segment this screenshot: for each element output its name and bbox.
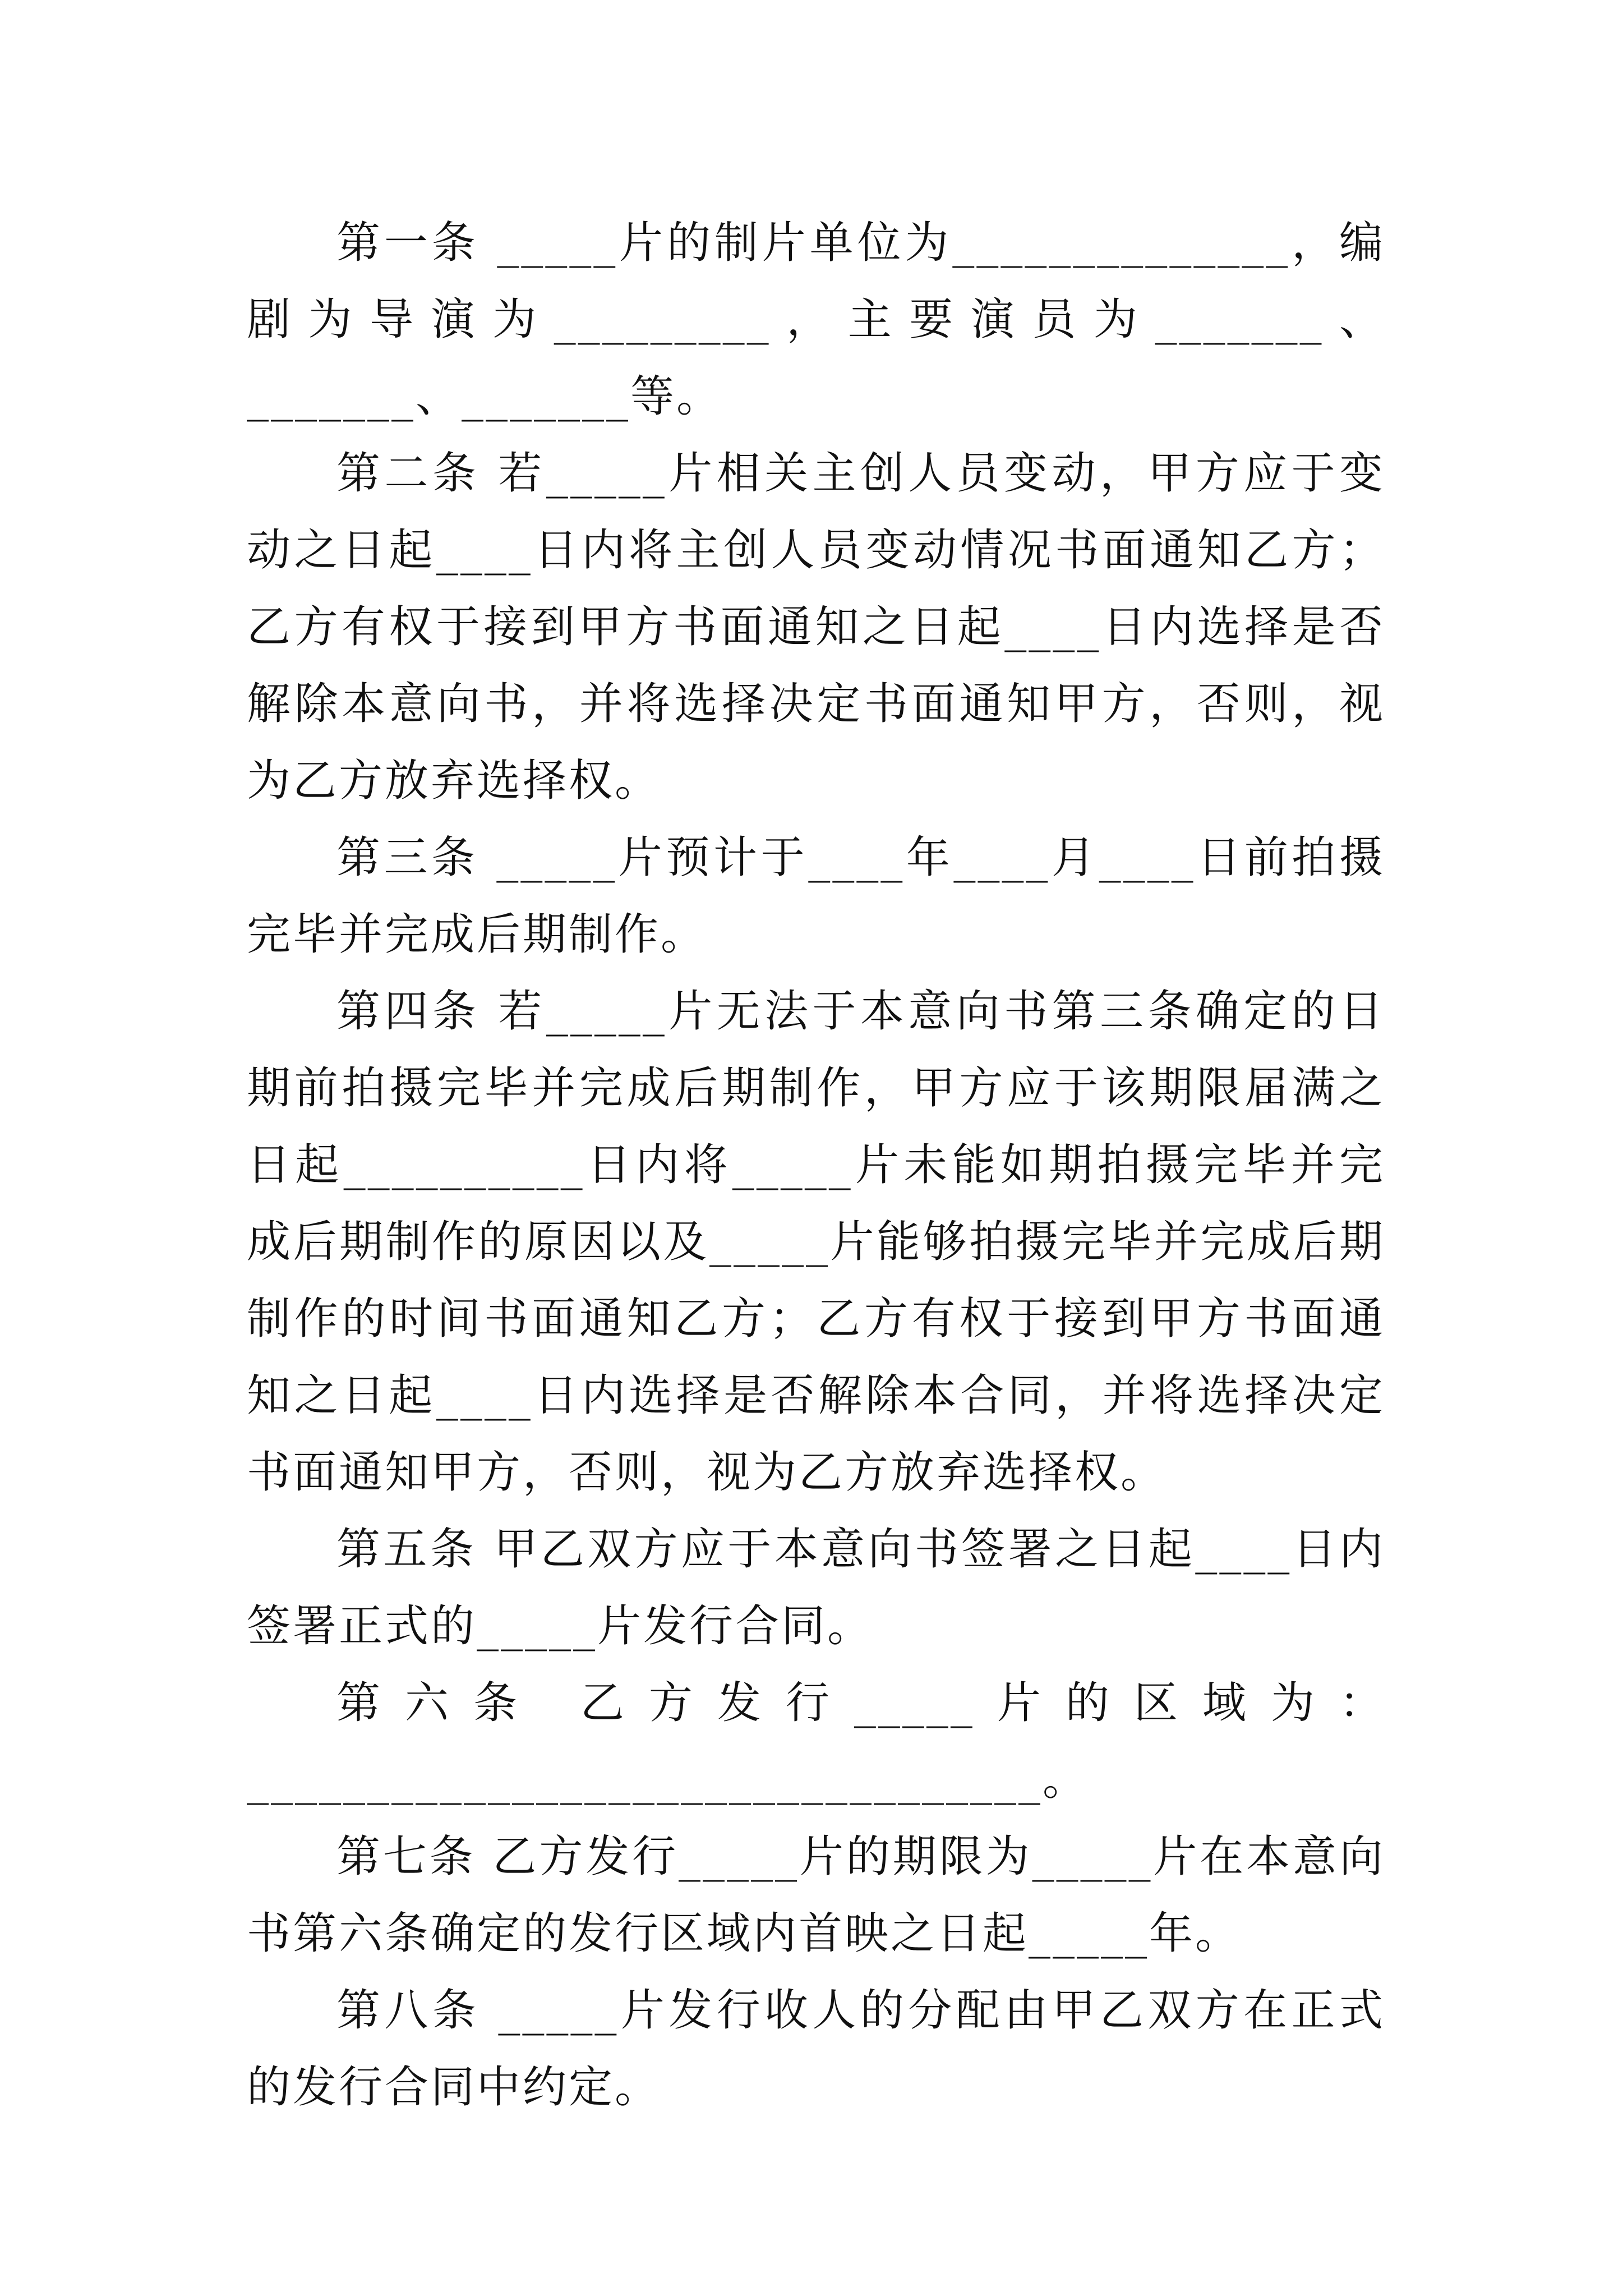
article-1: 第一条 _____片的制片单位为______________，编剧为导演为_________，主要演员为_______、_______、_______等。 bbox=[247, 218, 1385, 422]
article-3: 第三条 _____片预计于____年____月____日前拍摄完毕并完成后期制作。 bbox=[247, 832, 1385, 960]
article-4: 第四条 若_____片无法于本意向书第三条确定的日期前拍摄完毕并完成后期制作，甲方应于该期限届满之日起__________日内将_____片未能如期拍摄完毕并完成后期制作的原因以及_____片能够拍摄完毕并完成后期制作的时间书面通知乙方；乙方有权于接到甲方书面通知之日起____日内选择是否解除本合同，并将选择决定书面通知甲方，否则，视为乙方放弃选择权。 bbox=[247, 986, 1385, 1498]
article-6-region-blank: _________________________________。 bbox=[247, 1755, 1089, 1805]
article-5: 第五条 甲乙双方应于本意向书签署之日起____日内签署正式的_____片发行合同。 bbox=[247, 1524, 1385, 1651]
article-7: 第七条 乙方发行_____片的期限为_____片在本意向书第六条确定的发行区域内首映之日起_____年。 bbox=[247, 1832, 1385, 1959]
contract-body bbox=[247, 205, 1385, 2126]
article-8: 第八条 _____片发行收人的分配由甲乙双方在正式的发行合同中约定。 bbox=[247, 1985, 1385, 2113]
article-6: 第六条 乙方发行_____片的区域为： bbox=[336, 1678, 1385, 1728]
article-2: 第二条 若_____片相关主创人员变动，甲方应于变动之日起____日内将主创人员变动情况书面通知乙方；乙方有权于接到甲方书面通知之日起____日内选择是否解除本意向书，并将选择决定书面通知甲方，否则，视为乙方放弃选择权。 bbox=[247, 448, 1385, 806]
